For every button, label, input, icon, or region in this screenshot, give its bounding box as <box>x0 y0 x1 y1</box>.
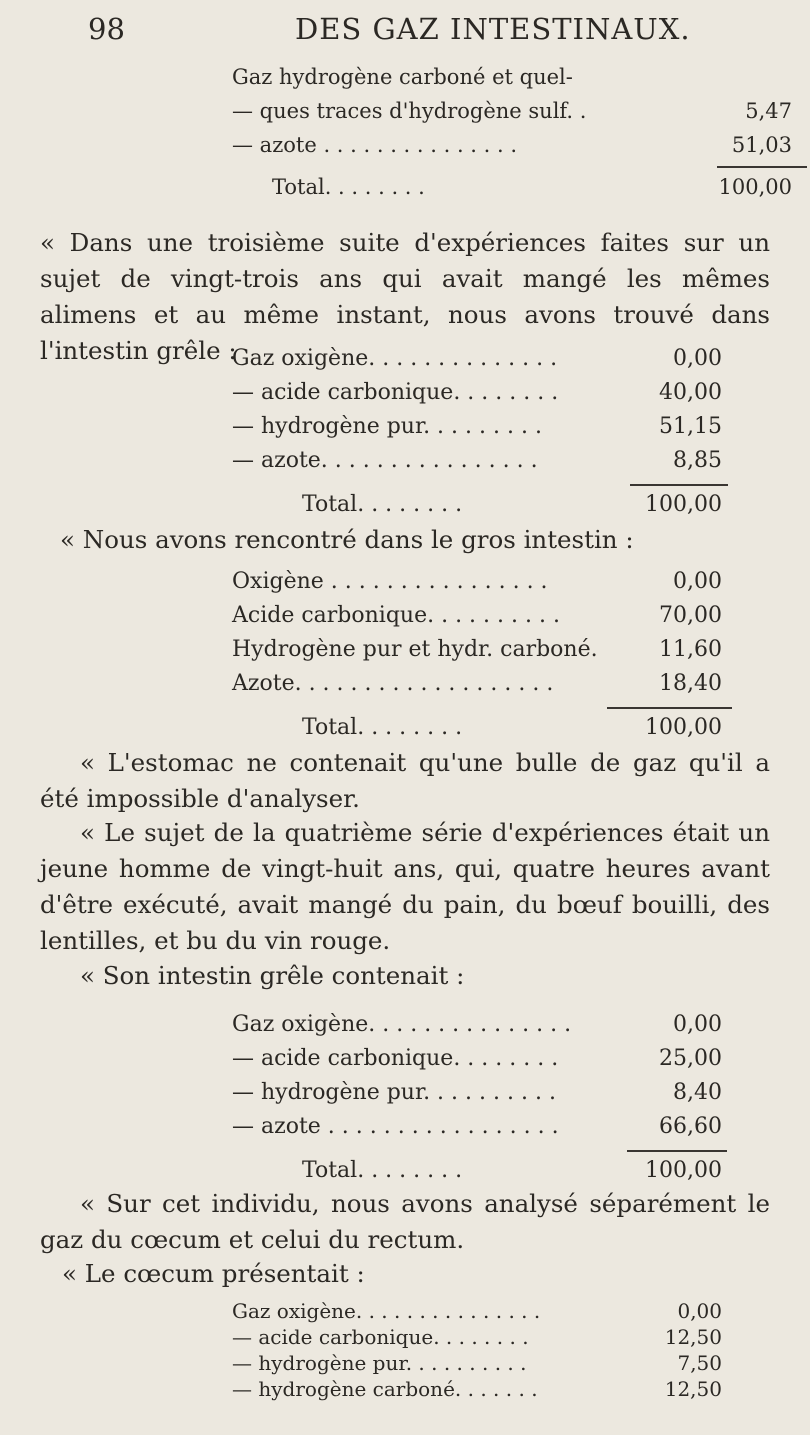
total-rule <box>627 1150 727 1152</box>
total-rule <box>607 707 732 709</box>
table-total-row <box>232 170 792 204</box>
row-label: Gaz oxigène. . . . . . . . . . . . . . . <box>232 1299 541 1323</box>
row-value: 40,00 <box>659 380 722 405</box>
total-rule <box>717 166 807 168</box>
paragraph: « Sur cet individu, nous avons analysé séparément le gaz du cœcum et celui du rectum. <box>40 1189 770 1254</box>
paragraph: « Dans une troisième suite d'expériences faites sur un sujet de vingt-trois ans qui avait mangé les mêmes alimens et au même instant, nous avons trouvé dans l'intestin grêle : <box>40 228 770 365</box>
table-title-line: Gaz hydrogène carboné et quel- <box>232 65 573 89</box>
row-value: 25,00 <box>659 1046 722 1071</box>
row-label: — acide carbonique. . . . . . . . <box>232 380 559 405</box>
row-label: Hydrogène pur et hydr. carboné. <box>232 637 598 662</box>
row-value: 5,47 <box>745 99 792 123</box>
total-label: Total. . . . . . . . <box>302 715 463 740</box>
total-value: 100,00 <box>645 1158 722 1183</box>
paragraph: « Nous avons rencontré dans le gros intestin : <box>60 525 634 554</box>
paragraph: « Son intestin grêle contenait : <box>80 961 465 990</box>
running-title: DES GAZ INTESTINAUX. <box>295 12 691 46</box>
row-label: — acide carbonique. . . . . . . . <box>232 1325 529 1349</box>
total-rule <box>630 484 728 486</box>
row-label: Acide carbonique. . . . . . . . . . <box>232 603 560 628</box>
row-value: 70,00 <box>659 603 722 628</box>
row-label: — acide carbonique. . . . . . . . <box>232 1046 559 1071</box>
row-label: — hydrogène pur. . . . . . . . . . <box>232 1351 527 1375</box>
row-label: — azote . . . . . . . . . . . . . . . . . <box>232 1114 559 1139</box>
row-value: 0,00 <box>673 346 722 371</box>
row-label: — azote. . . . . . . . . . . . . . . . <box>232 448 538 473</box>
total-label: Total. . . . . . . . <box>302 1158 463 1183</box>
row-value: 8,85 <box>673 448 722 473</box>
total-label: Total. . . . . . . . <box>272 175 425 199</box>
row-value: 0,00 <box>677 1299 722 1323</box>
paragraph: « Le sujet de la quatrième série d'expériences était un jeune homme de vingt-huit ans, qui, quatre heures avant d'être exécuté, avait mangé du pain, du bœuf bouilli, des lentilles, et bu du vin rouge. <box>40 818 770 955</box>
row-value: 51,15 <box>659 414 722 439</box>
total-value: 100,00 <box>718 175 792 199</box>
row-value: 11,60 <box>659 637 722 662</box>
paragraph: « L'estomac ne contenait qu'une bulle de gaz qu'il a été impossible d'analyser. <box>40 748 770 813</box>
row-label: Gaz oxigène. . . . . . . . . . . . . . <box>232 346 558 371</box>
row-value: 12,50 <box>664 1377 722 1401</box>
row-value: 0,00 <box>673 1012 722 1037</box>
table-row <box>232 94 792 128</box>
table-row <box>232 128 792 162</box>
row-label: Azote. . . . . . . . . . . . . . . . . . . <box>232 671 554 696</box>
row-label: Gaz oxigène. . . . . . . . . . . . . . . <box>232 1012 572 1037</box>
total-label: Total. . . . . . . . <box>302 492 463 517</box>
total-value: 100,00 <box>645 715 722 740</box>
gas-table-1 <box>232 60 792 204</box>
row-label: — azote . . . . . . . . . . . . . . . <box>232 133 518 157</box>
row-value: 12,50 <box>664 1325 722 1349</box>
row-value: 18,40 <box>659 671 722 696</box>
row-value: 0,00 <box>673 569 722 594</box>
page-header <box>0 12 800 52</box>
row-value: 66,60 <box>659 1114 722 1139</box>
row-label: — hydrogène carboné. . . . . . . <box>232 1377 538 1401</box>
page-number: 98 <box>88 12 125 46</box>
row-label: Oxigène . . . . . . . . . . . . . . . . <box>232 569 548 594</box>
row-label: — ques traces d'hydrogène sulf. . <box>232 99 587 123</box>
row-label: — hydrogène pur. . . . . . . . . . <box>232 1080 556 1105</box>
paragraph: « Le cœcum présentait : <box>62 1259 365 1288</box>
row-value: 51,03 <box>731 133 792 157</box>
row-value: 7,50 <box>677 1351 722 1375</box>
total-value: 100,00 <box>645 492 722 517</box>
row-value: 8,40 <box>673 1080 722 1105</box>
row-label: — hydrogène pur. . . . . . . . . <box>232 414 542 439</box>
